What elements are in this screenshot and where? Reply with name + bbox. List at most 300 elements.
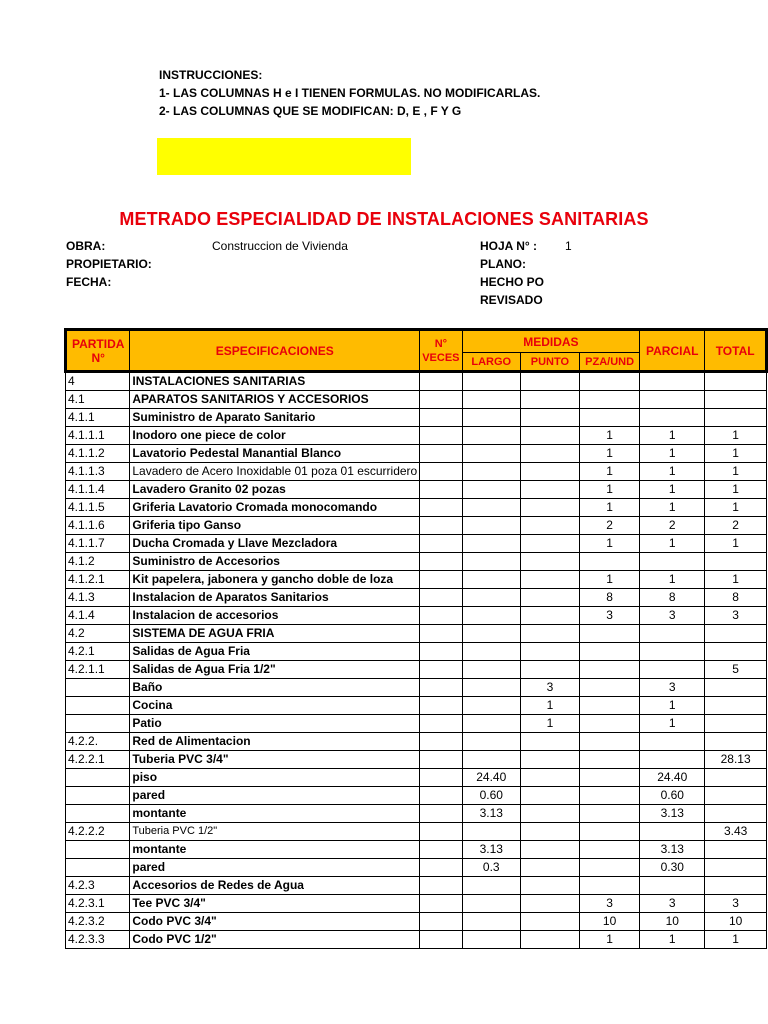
cell-total[interactable]: 1	[705, 571, 767, 589]
cell-code[interactable]: 4.1.2.1	[66, 571, 130, 589]
cell-total[interactable]: 1	[705, 931, 767, 949]
cell-largo[interactable]	[462, 751, 520, 769]
cell-punto[interactable]	[520, 463, 579, 481]
cell-desc[interactable]: Suministro de Accesorios	[130, 553, 420, 571]
table-row	[66, 661, 767, 679]
cell-parcial[interactable]: 10	[640, 913, 705, 931]
cell-desc[interactable]: Tee PVC 3/4"	[130, 895, 420, 913]
cell-punto[interactable]	[520, 589, 579, 607]
cell-desc[interactable]: SISTEMA DE AGUA FRIA	[130, 625, 420, 643]
cell-veces[interactable]	[420, 769, 462, 787]
cell-parcial[interactable]: 1	[640, 427, 705, 445]
cell-desc[interactable]: Instalacion de accesorios	[130, 607, 420, 625]
cell-total[interactable]	[705, 697, 767, 715]
cell-largo[interactable]	[462, 463, 520, 481]
table-row	[66, 679, 767, 697]
cell-veces[interactable]	[420, 372, 462, 391]
cell-largo[interactable]	[462, 589, 520, 607]
table-row	[66, 751, 767, 769]
cell-total[interactable]: 1	[705, 535, 767, 553]
cell-code[interactable]	[66, 805, 130, 823]
cell-largo[interactable]	[462, 391, 520, 409]
cell-code[interactable]	[66, 697, 130, 715]
cell-parcial[interactable]: 1	[640, 463, 705, 481]
table-row	[66, 372, 767, 391]
cell-punto[interactable]	[520, 823, 579, 841]
cell-veces[interactable]	[420, 409, 462, 427]
cell-parcial[interactable]: 3	[640, 679, 705, 697]
cell-pza[interactable]	[579, 372, 639, 391]
cell-code[interactable]: 4.2	[66, 625, 130, 643]
cell-code[interactable]: 4.1.1.2	[66, 445, 130, 463]
table-row	[66, 913, 767, 931]
cell-total[interactable]	[705, 733, 767, 751]
cell-parcial[interactable]: 3	[640, 895, 705, 913]
cell-total[interactable]	[705, 553, 767, 571]
cell-parcial[interactable]: 3.13	[640, 841, 705, 859]
cell-desc[interactable]: pared	[130, 787, 420, 805]
cell-total[interactable]	[705, 391, 767, 409]
cell-veces[interactable]	[420, 823, 462, 841]
cell-punto[interactable]	[520, 733, 579, 751]
cell-punto[interactable]	[520, 841, 579, 859]
cell-punto[interactable]	[520, 913, 579, 931]
cell-veces[interactable]	[420, 931, 462, 949]
cell-desc[interactable]: piso	[130, 769, 420, 787]
cell-total[interactable]	[705, 643, 767, 661]
table-row	[66, 805, 767, 823]
cell-desc[interactable]: Griferia tipo Ganso	[130, 517, 420, 535]
cell-code[interactable]: 4.2.2.1	[66, 751, 130, 769]
cell-parcial[interactable]	[640, 823, 705, 841]
table-row	[66, 553, 767, 571]
cell-largo[interactable]	[462, 607, 520, 625]
cell-punto[interactable]	[520, 931, 579, 949]
cell-code[interactable]: 4.2.3.1	[66, 895, 130, 913]
cell-veces[interactable]	[420, 427, 462, 445]
cell-total[interactable]	[705, 787, 767, 805]
cell-punto[interactable]	[520, 481, 579, 499]
highlight-cell[interactable]	[157, 138, 411, 175]
cell-total[interactable]: 1	[705, 499, 767, 517]
cell-code[interactable]: 4.2.2.2	[66, 823, 130, 841]
cell-desc[interactable]: Instalacion de Aparatos Sanitarios	[130, 589, 420, 607]
cell-punto[interactable]	[520, 805, 579, 823]
cell-total[interactable]	[705, 805, 767, 823]
instructions-block	[159, 66, 540, 120]
cell-total[interactable]	[705, 841, 767, 859]
cell-veces[interactable]	[420, 607, 462, 625]
cell-veces[interactable]	[420, 391, 462, 409]
cell-parcial[interactable]: 2	[640, 517, 705, 535]
cell-pza[interactable]	[579, 787, 639, 805]
table-row	[66, 499, 767, 517]
obra-label: OBRA:	[66, 239, 106, 253]
cell-parcial[interactable]	[640, 661, 705, 679]
cell-veces[interactable]	[420, 913, 462, 931]
cell-desc[interactable]: montante	[130, 841, 420, 859]
cell-largo[interactable]: 0.60	[462, 787, 520, 805]
cell-code[interactable]: 4.1.1.1	[66, 427, 130, 445]
cell-code[interactable]: 4.2.3.3	[66, 931, 130, 949]
cell-desc[interactable]: pared	[130, 859, 420, 877]
cell-parcial[interactable]	[640, 751, 705, 769]
table-row	[66, 859, 767, 877]
cell-desc[interactable]: Codo PVC 1/2"	[130, 931, 420, 949]
obra-value: Construccion de Vivienda	[212, 239, 348, 253]
cell-parcial[interactable]: 3	[640, 607, 705, 625]
cell-code[interactable]	[66, 679, 130, 697]
cell-pza[interactable]	[579, 805, 639, 823]
cell-desc[interactable]: Baño	[130, 679, 420, 697]
instructions-title: INSTRUCCIONES:	[159, 68, 263, 82]
cell-desc[interactable]: Lavadero de Acero Inoxidable 01 poza 01 escurridero	[130, 463, 420, 481]
cell-pza[interactable]	[579, 409, 639, 427]
cell-pza[interactable]	[579, 823, 639, 841]
table-row	[66, 697, 767, 715]
cell-largo[interactable]	[462, 643, 520, 661]
table-row	[66, 481, 767, 499]
cell-veces[interactable]	[420, 517, 462, 535]
cell-punto[interactable]	[520, 571, 579, 589]
cell-pza[interactable]	[579, 625, 639, 643]
cell-code[interactable]: 4.1.1.6	[66, 517, 130, 535]
cell-desc[interactable]: Kit papelera, jabonera y gancho doble de loza	[130, 571, 420, 589]
cell-parcial[interactable]	[640, 625, 705, 643]
cell-parcial[interactable]	[640, 553, 705, 571]
cell-code[interactable]: 4.1.1	[66, 409, 130, 427]
cell-pza[interactable]	[579, 697, 639, 715]
cell-total[interactable]: 3	[705, 895, 767, 913]
table-row	[66, 625, 767, 643]
cell-veces[interactable]	[420, 481, 462, 499]
cell-code[interactable]: 4.1	[66, 391, 130, 409]
table-row	[66, 733, 767, 751]
cell-punto[interactable]	[520, 517, 579, 535]
cell-desc[interactable]: Accesorios de Redes de Agua	[130, 877, 420, 895]
table-row	[66, 409, 767, 427]
cell-veces[interactable]	[420, 805, 462, 823]
cell-parcial[interactable]: 1	[640, 697, 705, 715]
cell-veces[interactable]	[420, 535, 462, 553]
cell-pza[interactable]: 1	[579, 499, 639, 517]
table-row	[66, 931, 767, 949]
cell-largo[interactable]	[462, 517, 520, 535]
cell-punto[interactable]: 1	[520, 715, 579, 733]
cell-pza[interactable]	[579, 877, 639, 895]
cell-largo[interactable]	[462, 679, 520, 697]
cell-pza[interactable]	[579, 733, 639, 751]
cell-code[interactable]: 4.1.1.7	[66, 535, 130, 553]
cell-pza[interactable]	[579, 679, 639, 697]
cell-largo[interactable]	[462, 877, 520, 895]
cell-desc[interactable]: Lavatorio Pedestal Manantial Blanco	[130, 445, 420, 463]
cell-punto[interactable]	[520, 372, 579, 391]
cell-veces[interactable]	[420, 895, 462, 913]
cell-total[interactable]	[705, 715, 767, 733]
cell-desc[interactable]: INSTALACIONES SANITARIAS	[130, 372, 420, 391]
cell-code[interactable]: 4	[66, 372, 130, 391]
cell-pza[interactable]	[579, 859, 639, 877]
cell-desc[interactable]: Red de Alimentacion	[130, 733, 420, 751]
cell-largo[interactable]	[462, 895, 520, 913]
table-row	[66, 895, 767, 913]
cell-code[interactable]: 4.1.1.5	[66, 499, 130, 517]
cell-parcial[interactable]	[640, 877, 705, 895]
cell-code[interactable]	[66, 859, 130, 877]
header-veces: N° VECES	[420, 330, 462, 372]
cell-veces[interactable]	[420, 877, 462, 895]
cell-parcial[interactable]: 0.60	[640, 787, 705, 805]
cell-punto[interactable]	[520, 391, 579, 409]
header-largo: LARGO	[462, 353, 520, 372]
cell-code[interactable]: 4.2.3.2	[66, 913, 130, 931]
cell-total[interactable]	[705, 679, 767, 697]
cell-total[interactable]: 1	[705, 445, 767, 463]
cell-veces[interactable]	[420, 859, 462, 877]
cell-punto[interactable]	[520, 427, 579, 445]
cell-veces[interactable]	[420, 787, 462, 805]
cell-veces[interactable]	[420, 445, 462, 463]
cell-veces[interactable]	[420, 715, 462, 733]
table-row	[66, 391, 767, 409]
cell-code[interactable]	[66, 787, 130, 805]
cell-code[interactable]: 4.2.1.1	[66, 661, 130, 679]
cell-largo[interactable]: 3.13	[462, 841, 520, 859]
cell-pza[interactable]: 1	[579, 571, 639, 589]
cell-total[interactable]: 10	[705, 913, 767, 931]
cell-pza[interactable]	[579, 643, 639, 661]
cell-punto[interactable]	[520, 751, 579, 769]
cell-punto[interactable]	[520, 661, 579, 679]
cell-punto[interactable]	[520, 877, 579, 895]
cell-largo[interactable]	[462, 913, 520, 931]
cell-veces[interactable]	[420, 841, 462, 859]
cell-veces[interactable]	[420, 733, 462, 751]
table-row	[66, 877, 767, 895]
cell-code[interactable]: 4.2.3	[66, 877, 130, 895]
cell-desc[interactable]: Cocina	[130, 697, 420, 715]
instructions-line-2: 2- LAS COLUMNAS QUE SE MODIFICAN: D, E , F Y G	[159, 104, 462, 118]
cell-punto[interactable]	[520, 625, 579, 643]
header-total: TOTAL	[705, 330, 767, 372]
cell-total[interactable]: 3.43	[705, 823, 767, 841]
cell-pza[interactable]: 3	[579, 895, 639, 913]
table-row	[66, 535, 767, 553]
table-row	[66, 787, 767, 805]
cell-desc[interactable]: Codo PVC 3/4"	[130, 913, 420, 931]
cell-largo[interactable]	[462, 553, 520, 571]
cell-code[interactable]: 4.1.1.3	[66, 463, 130, 481]
cell-largo[interactable]	[462, 823, 520, 841]
cell-punto[interactable]	[520, 607, 579, 625]
cell-parcial[interactable]	[640, 391, 705, 409]
metrado-table	[64, 328, 768, 949]
cell-largo[interactable]	[462, 427, 520, 445]
cell-largo[interactable]	[462, 661, 520, 679]
cell-pza[interactable]	[579, 391, 639, 409]
cell-punto[interactable]	[520, 499, 579, 517]
fecha-label: FECHA:	[66, 275, 112, 289]
cell-total[interactable]: 8	[705, 589, 767, 607]
cell-largo[interactable]	[462, 372, 520, 391]
cell-largo[interactable]	[462, 481, 520, 499]
cell-punto[interactable]	[520, 553, 579, 571]
cell-code[interactable]: 4.1.4	[66, 607, 130, 625]
cell-veces[interactable]	[420, 499, 462, 517]
cell-punto[interactable]	[520, 895, 579, 913]
cell-parcial[interactable]: 3.13	[640, 805, 705, 823]
cell-punto[interactable]: 1	[520, 697, 579, 715]
cell-pza[interactable]: 1	[579, 445, 639, 463]
cell-parcial[interactable]: 1	[640, 499, 705, 517]
cell-desc[interactable]: Griferia Lavatorio Cromada monocomando	[130, 499, 420, 517]
cell-desc[interactable]: Ducha Cromada y Llave Mezcladora	[130, 535, 420, 553]
cell-veces[interactable]	[420, 751, 462, 769]
cell-desc[interactable]: Inodoro one piece de color	[130, 427, 420, 445]
cell-veces[interactable]	[420, 463, 462, 481]
cell-code[interactable]	[66, 769, 130, 787]
cell-pza[interactable]	[579, 553, 639, 571]
cell-parcial[interactable]: 8	[640, 589, 705, 607]
cell-largo[interactable]	[462, 733, 520, 751]
cell-total[interactable]	[705, 372, 767, 391]
cell-pza[interactable]: 2	[579, 517, 639, 535]
cell-total[interactable]: 1	[705, 427, 767, 445]
cell-total[interactable]	[705, 409, 767, 427]
cell-veces[interactable]	[420, 571, 462, 589]
cell-pza[interactable]: 3	[579, 607, 639, 625]
table-row	[66, 445, 767, 463]
cell-parcial[interactable]: 1	[640, 715, 705, 733]
cell-parcial[interactable]: 0.30	[640, 859, 705, 877]
cell-total[interactable]: 1	[705, 463, 767, 481]
header-partida: PARTIDA N°	[66, 330, 130, 372]
table-body	[66, 372, 767, 949]
cell-total[interactable]: 5	[705, 661, 767, 679]
cell-pza[interactable]: 1	[579, 463, 639, 481]
cell-punto[interactable]	[520, 787, 579, 805]
cell-largo[interactable]: 0.3	[462, 859, 520, 877]
header-medidas: MEDIDAS	[462, 330, 640, 353]
cell-code[interactable]	[66, 841, 130, 859]
cell-largo[interactable]	[462, 715, 520, 733]
cell-total[interactable]: 2	[705, 517, 767, 535]
cell-largo[interactable]	[462, 499, 520, 517]
cell-punto[interactable]	[520, 859, 579, 877]
cell-veces[interactable]	[420, 643, 462, 661]
cell-desc[interactable]: Salidas de Agua Fria 1/2"	[130, 661, 420, 679]
cell-code[interactable]: 4.1.3	[66, 589, 130, 607]
cell-punto[interactable]	[520, 409, 579, 427]
cell-largo[interactable]	[462, 625, 520, 643]
cell-desc[interactable]: Salidas de Agua Fria	[130, 643, 420, 661]
cell-code[interactable]: 4.2.2.	[66, 733, 130, 751]
cell-parcial[interactable]: 1	[640, 535, 705, 553]
cell-code[interactable]: 4.1.1.4	[66, 481, 130, 499]
cell-total[interactable]	[705, 877, 767, 895]
cell-largo[interactable]	[462, 571, 520, 589]
cell-veces[interactable]	[420, 697, 462, 715]
cell-largo[interactable]	[462, 697, 520, 715]
cell-desc[interactable]: montante	[130, 805, 420, 823]
cell-parcial[interactable]: 1	[640, 571, 705, 589]
cell-desc[interactable]: Suministro de Aparato Sanitario	[130, 409, 420, 427]
cell-pza[interactable]	[579, 841, 639, 859]
cell-pza[interactable]	[579, 715, 639, 733]
cell-pza[interactable]: 8	[579, 589, 639, 607]
hoja-value: 1	[565, 239, 572, 253]
table-row	[66, 571, 767, 589]
cell-pza[interactable]: 1	[579, 931, 639, 949]
cell-total[interactable]	[705, 859, 767, 877]
cell-desc[interactable]: Tuberia PVC 3/4"	[130, 751, 420, 769]
cell-total[interactable]: 1	[705, 481, 767, 499]
cell-punto[interactable]	[520, 643, 579, 661]
cell-pza[interactable]	[579, 661, 639, 679]
cell-pza[interactable]: 1	[579, 481, 639, 499]
cell-punto[interactable]: 3	[520, 679, 579, 697]
cell-pza[interactable]: 10	[579, 913, 639, 931]
cell-punto[interactable]	[520, 769, 579, 787]
cell-veces[interactable]	[420, 625, 462, 643]
cell-parcial[interactable]	[640, 643, 705, 661]
instructions-line-1: 1- LAS COLUMNAS H e I TIENEN FORMULAS. NO MODIFICARLAS.	[159, 86, 541, 100]
cell-total[interactable]: 28.13	[705, 751, 767, 769]
cell-largo[interactable]: 24.40	[462, 769, 520, 787]
cell-parcial[interactable]: 1	[640, 931, 705, 949]
cell-code[interactable]	[66, 715, 130, 733]
cell-veces[interactable]	[420, 661, 462, 679]
cell-pza[interactable]: 1	[579, 427, 639, 445]
cell-parcial[interactable]	[640, 409, 705, 427]
cell-code[interactable]: 4.1.2	[66, 553, 130, 571]
plano-label: PLANO:	[480, 257, 526, 271]
cell-desc[interactable]: Tuberia PVC 1/2"	[130, 823, 420, 841]
cell-pza[interactable]	[579, 751, 639, 769]
cell-parcial[interactable]	[640, 733, 705, 751]
cell-largo[interactable]	[462, 445, 520, 463]
cell-largo[interactable]	[462, 409, 520, 427]
cell-veces[interactable]	[420, 589, 462, 607]
cell-total[interactable]: 3	[705, 607, 767, 625]
cell-desc[interactable]: Lavadero Granito 02 pozas	[130, 481, 420, 499]
cell-parcial[interactable]: 1	[640, 445, 705, 463]
cell-parcial[interactable]	[640, 372, 705, 391]
table-row	[66, 823, 767, 841]
cell-total[interactable]	[705, 769, 767, 787]
cell-total[interactable]	[705, 625, 767, 643]
cell-parcial[interactable]: 1	[640, 481, 705, 499]
cell-desc[interactable]: APARATOS SANITARIOS Y ACCESORIOS	[130, 391, 420, 409]
cell-punto[interactable]	[520, 535, 579, 553]
cell-parcial[interactable]: 24.40	[640, 769, 705, 787]
cell-code[interactable]: 4.2.1	[66, 643, 130, 661]
cell-pza[interactable]	[579, 769, 639, 787]
cell-punto[interactable]	[520, 445, 579, 463]
cell-desc[interactable]: Patio	[130, 715, 420, 733]
hecho-label: HECHO PO	[480, 275, 545, 289]
cell-largo[interactable]	[462, 931, 520, 949]
cell-pza[interactable]: 1	[579, 535, 639, 553]
cell-veces[interactable]	[420, 679, 462, 697]
cell-largo[interactable]	[462, 535, 520, 553]
cell-veces[interactable]	[420, 553, 462, 571]
header-pza: PZA/UND	[579, 353, 639, 372]
cell-largo[interactable]: 3.13	[462, 805, 520, 823]
hoja-label: HOJA N° :	[480, 239, 538, 253]
table-row	[66, 427, 767, 445]
